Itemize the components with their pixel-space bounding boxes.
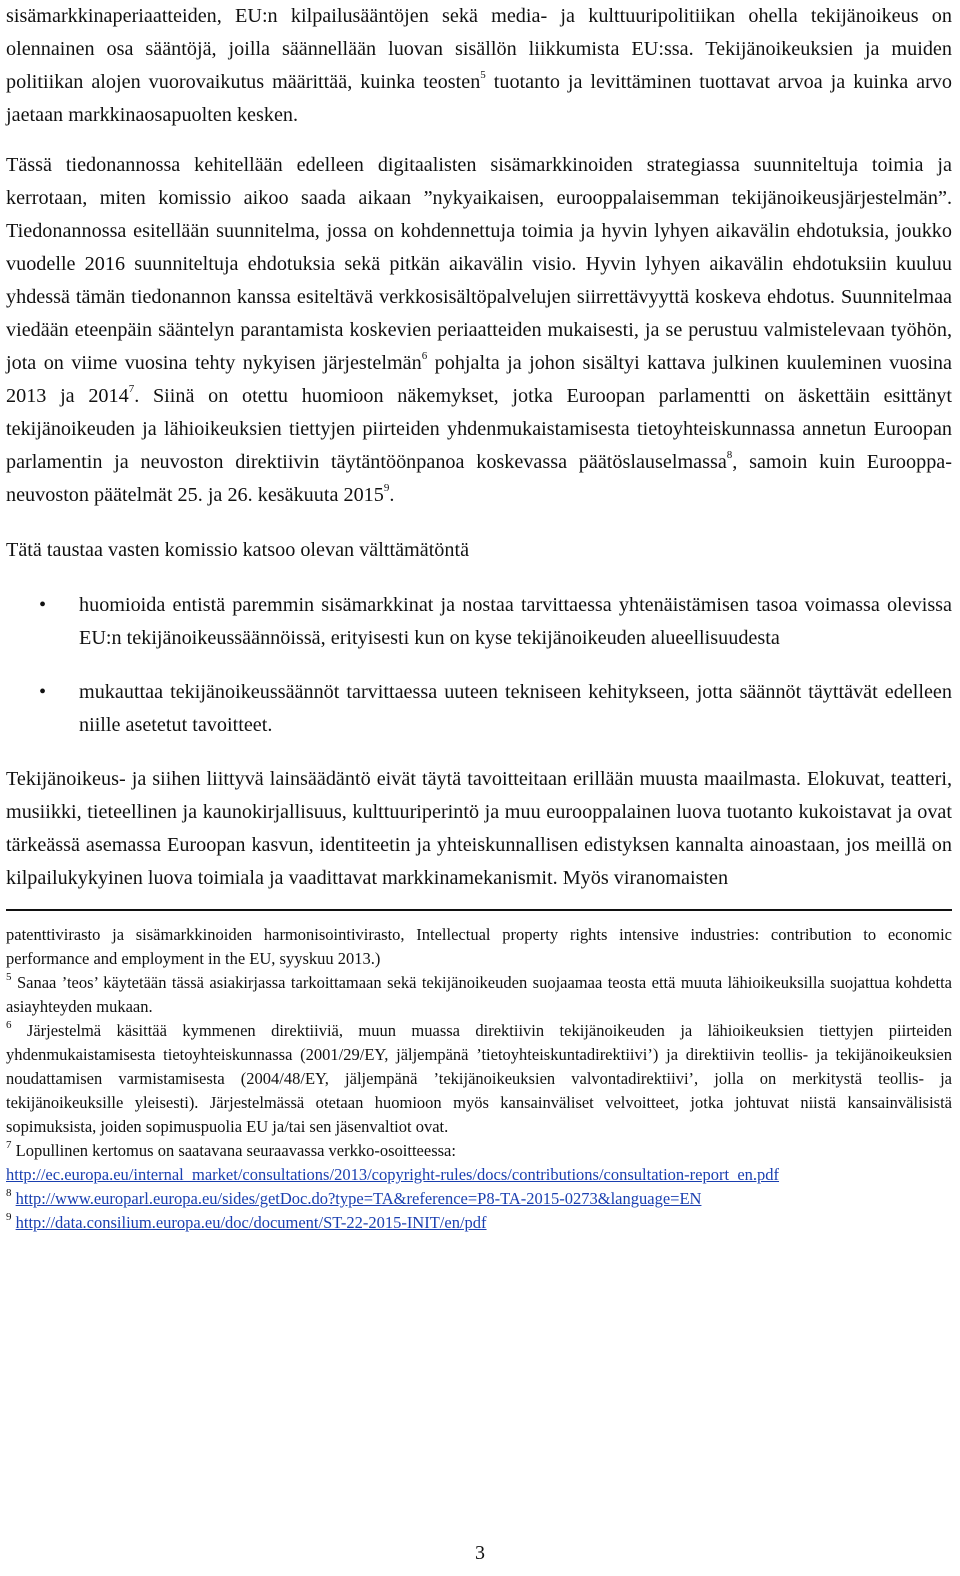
footnote-number: 7 [6, 1138, 12, 1151]
footnote-text: Järjestelmä käsittää kymmenen direktiiviä, muun muassa direktiivin tekijänoikeuden ja lähioikeuksien tiettyjen piirteiden yhdenmukaistamisesta tietoyhteiskunnassa (2001/29/EY, jäljempänä ’tietoyhteiskuntadirektiivi’) ja direktiivin teollis- ja tekijänoikeuksien noudattamisen varmistamisesta (2004/48/EY, jäljempänä ’tekijänoikeuksien valvontadirektiivi’, jolla on merkitystä teollis- ja tekijänoikeuksille yleisesti). Järjestelmässä otetaan huomioon myös kansainväliset velvoitteet, jotka johtuvat niistä kansainvälisistä sopimuksista, joiden sopimuspuolia EU ja/tai sen jäsenvaltiot ovat. [6, 1021, 952, 1136]
footnote-9 [6, 1211, 952, 1235]
footnote-number: 8 [6, 1186, 12, 1199]
paragraph-4: Tekijänoikeus- ja siihen liittyvä lainsäädäntö eivät täytä tavoitteitaan erillään muusta maailmasta. Elokuvat, teatteri, musiikki, tieteellinen ja kaunokirjallisuus, kulttuuriperintö ja muu eurooppalainen luova tuotanto kukoistavat ja ovat tärkeässä asemassa Euroopan kasvun, identiteetin ja yhteiskunnallisen edistyksen kannalta ainoastaan, jos meillä on kilpailukykyinen luova toimiala ja vaadittavat markkinamekanismit. Myös viranomaisten [6, 768, 952, 889]
footnote-continuation: patenttivirasto ja sisämarkkinoiden harmonisointivirasto, Intellectual property rights intensive industries: contribution to economic performance and employment in the EU, syyskuu 2013.) [6, 925, 952, 968]
footnote-5 [6, 971, 952, 1019]
paragraph-2-text-e: . [389, 484, 395, 506]
paragraph-2-text-b: pohjalta ja johon sisältyi kattava julkinen kuuleminen vuosina 2013 ja 2014 [6, 352, 952, 407]
paragraph-1-text: sisämarkkinaperiaatteiden, EU:n kilpailusääntöjen sekä media- ja kulttuuripolitiikan ohella tekijänoikeus on olennainen osa sääntöjä, joilla säännellään luovan sisällön liikkumista EU:ssa. Tekijänoikeuksien ja muiden politiikan alojen vuorovaikutus määrittää, kuinka teosten [6, 5, 952, 93]
footnote-6 [6, 1019, 952, 1139]
bullet-item-text: huomioida entistä paremmin sisämarkkinat ja nostaa tarvittaessa yhtenäistämisen tasoa voimassa olevissa EU:n tekijänoikeussäännöissä, erityisesti kun on kyse tekijänoikeuden alueellisuudesta [79, 594, 952, 649]
paragraph-1-text-end: tuotanto ja levittäminen tuottavat arvoa ja kuinka arvo jaetaan markkinaosapuolten kesken. [6, 71, 952, 126]
footnote-7-link[interactable]: http://ec.europa.eu/internal_market/consultations/2013/copyright-rules/docs/contributions/consultation-report_en.pdf [6, 1165, 780, 1184]
bullet-item-text: mukauttaa tekijänoikeussäännöt tarvittaessa uuteen tekniseen kehitykseen, jotta säännöt täyttävät edelleen niille asetetut tavoitteet. [79, 681, 952, 736]
footnote-text: Sanaa ’teos’ käytetään tässä asiakirjassa tarkoittamaan sekä tekijänoikeuden suojaamaa teosta että muuta lähioikeuksilla suojattua kohdetta asiayhteyden mukaan. [6, 973, 952, 1016]
bullet-item [6, 589, 952, 655]
document-page [6, 0, 952, 1235]
footnote-ref-5: 5 [480, 69, 486, 82]
page-number: 3 [475, 1542, 485, 1564]
footnote-text: Lopullinen kertomus on saatavana seuraavassa verkko-osoitteessa: [11, 1141, 456, 1160]
paragraph-3: Tätä taustaa vasten komissio katsoo olevan välttämätöntä [6, 539, 470, 561]
footnotes [6, 923, 952, 1235]
footnote-number: 9 [6, 1210, 12, 1223]
bullet-item [6, 676, 952, 742]
footnote-ref-9: 9 [383, 482, 390, 495]
paragraph-2-text-a: Tässä tiedonannossa kehitellään edelleen digitaalisten sisämarkkinoiden strategiassa suunniteltuja toimia ja kerrotaan, miten komissio aikoo saada aikaan ”nykyaikaisen, eurooppalaisemman tekijänoikeusjärjestelmän”. Tiedonannossa esitellään suunnitelma, jossa on kohdennettuja toimia ja hyvin lyhyen aikavälin ehdotuksia, joukko vuodelle 2016 suunniteltuja ehdotuksia sekä pitkän aikavälin visio. Hyvin lyhyen aikavälin ehdotuksiin kuuluu yhdessä tämän tiedonannon kanssa esiteltävä verkkosisältöpalvelujen siirrettävyyttä koskeva ehdotus. Suunnitelmaa viedään eteenpäin sääntelyn parantamista koskevien periaatteiden mukaisesti, ja se perustuu valmistelevaan työhön, jota on viime vuosina tehty nykyisen järjestelmän [6, 154, 952, 374]
footnote-ref-7: 7 [128, 383, 135, 396]
footnote-ref-6: 6 [421, 350, 428, 363]
footnote-9-link[interactable]: http://data.consilium.europa.eu/doc/document/ST-22-2015-INIT/en/pdf [15, 1213, 487, 1232]
paragraph-1 [6, 0, 952, 132]
bullet-list [6, 589, 952, 742]
paragraph-2-text-c: . Siinä on otettu huomioon näkemykset, jotka Euroopan parlamentti on äskettäin esittänyt tekijänoikeuden ja lähioikeuksien tiettyjen piirteiden yhdenmukaistamisesta tietoyhteiskunnassa annetun Euroopan parlamentin ja neuvoston direktiivin täytäntöönpanoa koskevassa päätöslauselmassa [6, 385, 952, 473]
footnote-ref-8: 8 [726, 449, 733, 462]
footnote-8 [6, 1187, 952, 1211]
bullet-marker: • [39, 681, 47, 703]
footnote-8-link[interactable]: http://www.europarl.europa.eu/sides/getDoc.do?type=TA&reference=P8-TA-2015-0273&language=EN [15, 1189, 702, 1208]
footnote-7 [6, 1139, 952, 1187]
bullet-marker: • [39, 594, 47, 616]
paragraph-2 [6, 149, 952, 512]
footnote-separator [6, 909, 952, 911]
footnote-number: 6 [6, 1018, 12, 1031]
footnote-number: 5 [6, 970, 12, 983]
paragraph-2-text-d: , samoin kuin Eurooppa-neuvoston päätelmät 25. ja 26. kesäkuuta 2015 [6, 451, 952, 506]
